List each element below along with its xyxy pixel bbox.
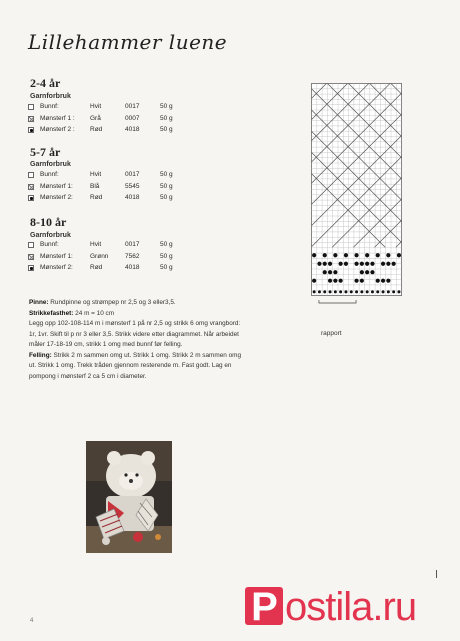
yarn-label: Bunnf: [40, 103, 59, 110]
yarn-row [28, 192, 208, 204]
yarn-row [28, 239, 208, 251]
gauge-line [29, 309, 249, 320]
yarn-row [28, 101, 208, 113]
yarn-qty: 50 g [160, 126, 173, 133]
chart-dot [333, 270, 337, 274]
chart-dot [370, 262, 374, 266]
chart-dot [360, 270, 364, 274]
chart-dot [333, 279, 337, 283]
chart-dot [312, 279, 316, 283]
yarn-label: Mønsterf 1 : [40, 114, 75, 122]
chart-dot [376, 290, 379, 293]
chart-dot [354, 279, 358, 283]
chart-dot [323, 270, 327, 274]
chart-dot [392, 290, 395, 293]
chart-dot [381, 262, 385, 266]
chart-dot [323, 253, 327, 257]
chart-dot [365, 262, 369, 266]
chart-dot [354, 262, 358, 266]
yarn-label: Bunnf: [40, 171, 59, 178]
yarn-table [28, 239, 208, 274]
photo-illustration [86, 441, 172, 553]
yarn-code: 0017 [125, 171, 140, 178]
chart-dot [382, 290, 385, 293]
rapport-bracket [319, 300, 356, 303]
chart-dot [365, 270, 369, 274]
yarn-label: Bunnf: [40, 241, 59, 248]
chart-dot [387, 290, 390, 293]
chart-dot [386, 279, 390, 283]
photo-child-with-hat [86, 441, 172, 553]
yarn-table [28, 101, 208, 136]
yarn-code: 4018 [125, 264, 140, 271]
gauge-text: 24 m = 10 cm [73, 309, 115, 317]
dot-box-icon [28, 195, 34, 201]
yarn-color: Rød [90, 194, 103, 201]
yarn-qty: 50 g [160, 264, 173, 271]
yarn-qty: 50 g [160, 103, 173, 110]
chart-dot [360, 262, 364, 266]
chart-dot [317, 262, 321, 266]
yarn-row [28, 262, 208, 274]
chart-dot [339, 290, 342, 293]
empty-box-icon [28, 242, 34, 248]
yarn-qty: 50 g [160, 114, 173, 122]
chart-dot [397, 253, 401, 257]
watermark-logo-icon: P [245, 587, 283, 625]
chart-dot [313, 290, 316, 293]
yarn-label: Mønsterf 2: [40, 194, 73, 201]
chart-dot [333, 253, 337, 257]
size-heading: 2-4 år [30, 76, 61, 90]
cross-box-icon [28, 116, 34, 122]
empty-box-icon [28, 104, 34, 110]
cast-on-text: Legg opp 102-108-114 m i mønsterf 1 på nr 2,5 og strikk 6 omg vrangbord: 1r, 1vr. Skift til p nr 3 eller 3,5. Strikk videre etter diagrammet. Når arbeidet måler 17-18-19 cm, strikk 1 omg med bunnf før felling. [29, 320, 241, 348]
yarn-qty: 50 g [160, 194, 173, 201]
chart-dot [329, 290, 332, 293]
chart-dot [397, 290, 400, 293]
rapport-caption: rapport [321, 330, 342, 337]
chart-dot [344, 290, 347, 293]
yarn-code: 4018 [125, 194, 140, 201]
yarn-label: Mønsterf 1: [40, 252, 73, 260]
decrease-text: Strikk 2 m sammen omg ut. Strikk 1 omg. Strikk 2 m sammen omg ut. Strikk 1 omg. Trekk tråden gjennom resterende m. Fast godt. Lag en pompong i mønsterf 2 ca 5 cm i diameter. [29, 351, 242, 380]
knitting-chart-grid [311, 83, 403, 307]
chart-dot [386, 262, 390, 266]
yarn-code: 0017 [125, 103, 140, 110]
empty-box-icon [28, 172, 34, 178]
yarn-code: 4018 [125, 126, 140, 133]
gauge-label: Strikkefasthet: [29, 309, 74, 317]
yarn-qty: 50 g [160, 252, 173, 260]
yarn-subtitle: Garnforbruk [30, 93, 71, 100]
yarn-color: Grønn [90, 252, 109, 260]
yarn-table [28, 169, 208, 204]
chart-dot [376, 253, 380, 257]
chart-dot [334, 290, 337, 293]
chart-dot [365, 253, 369, 257]
chart-dot [355, 290, 358, 293]
chart-dot [371, 290, 374, 293]
chart-dot [370, 270, 374, 274]
chart-dot [328, 262, 332, 266]
yarn-row [28, 181, 208, 193]
yarn-qty: 50 g [160, 241, 173, 248]
yarn-label: Mønsterf 1: [40, 182, 73, 190]
chart-dot [312, 253, 316, 257]
yarn-qty: 50 g [160, 171, 173, 178]
page-title: Lillehammer luene [28, 30, 228, 54]
chart-dot [339, 279, 343, 283]
yarn-code: 7562 [125, 252, 140, 260]
chart-dot [328, 279, 332, 283]
dot-box-icon [28, 265, 34, 271]
size-heading: 5-7 år [30, 145, 61, 159]
yarn-color: Grå [90, 114, 101, 122]
chart-dot [339, 262, 343, 266]
yarn-row [28, 251, 208, 263]
chart-dot [344, 253, 348, 257]
size-heading: 8-10 år [30, 215, 67, 229]
chart-dot [386, 253, 390, 257]
decrease-label: Felling: [29, 351, 52, 359]
chart-dot [376, 279, 380, 283]
yarn-code: 5545 [125, 182, 140, 190]
cross-box-icon [28, 254, 34, 260]
yarn-color: Hvit [90, 171, 102, 178]
cross-box-icon [28, 184, 34, 190]
page-margin-mark [436, 570, 437, 578]
chart-dot [381, 279, 385, 283]
decrease-line [29, 351, 249, 383]
chart-dot [366, 290, 369, 293]
chart-dot [323, 290, 326, 293]
needles-line [29, 298, 249, 309]
chart-dot [344, 262, 348, 266]
corner-mark: 4 [30, 618, 34, 624]
yarn-row [28, 169, 208, 181]
chart-dot [350, 290, 353, 293]
yarn-code: 0007 [125, 114, 140, 122]
knitting-chart [311, 83, 403, 312]
yarn-color: Hvit [90, 103, 102, 110]
yarn-qty: 50 g [160, 182, 173, 190]
chart-dot [323, 262, 327, 266]
yarn-color: Hvit [90, 241, 102, 248]
yarn-subtitle: Garnforbruk [30, 232, 71, 239]
chart-dot [318, 290, 321, 293]
dot-box-icon [28, 127, 34, 133]
yarn-color: Rød [90, 126, 103, 133]
chart-dot [392, 262, 396, 266]
watermark-text: ostila.ru [285, 585, 417, 629]
postila-watermark [245, 585, 416, 630]
chart-dot [360, 290, 363, 293]
needles-label: Pinne: [29, 299, 49, 306]
instructions [29, 298, 249, 382]
yarn-row [28, 113, 208, 125]
yarn-label: Mønsterf 2 : [40, 126, 75, 133]
yarn-label: Mønsterf 2: [40, 264, 73, 271]
yarn-subtitle: Garnforbruk [30, 161, 71, 168]
needles-text: Rundpinne og strømpep nr 2,5 og 3 eller3,5. [48, 299, 176, 306]
chart-dot [354, 253, 358, 257]
yarn-row [28, 124, 208, 136]
yarn-color: Rød [90, 264, 103, 271]
yarn-color: Blå [90, 182, 100, 190]
chart-dot [328, 270, 332, 274]
chart-dot [360, 279, 364, 283]
yarn-code: 0017 [125, 241, 140, 248]
